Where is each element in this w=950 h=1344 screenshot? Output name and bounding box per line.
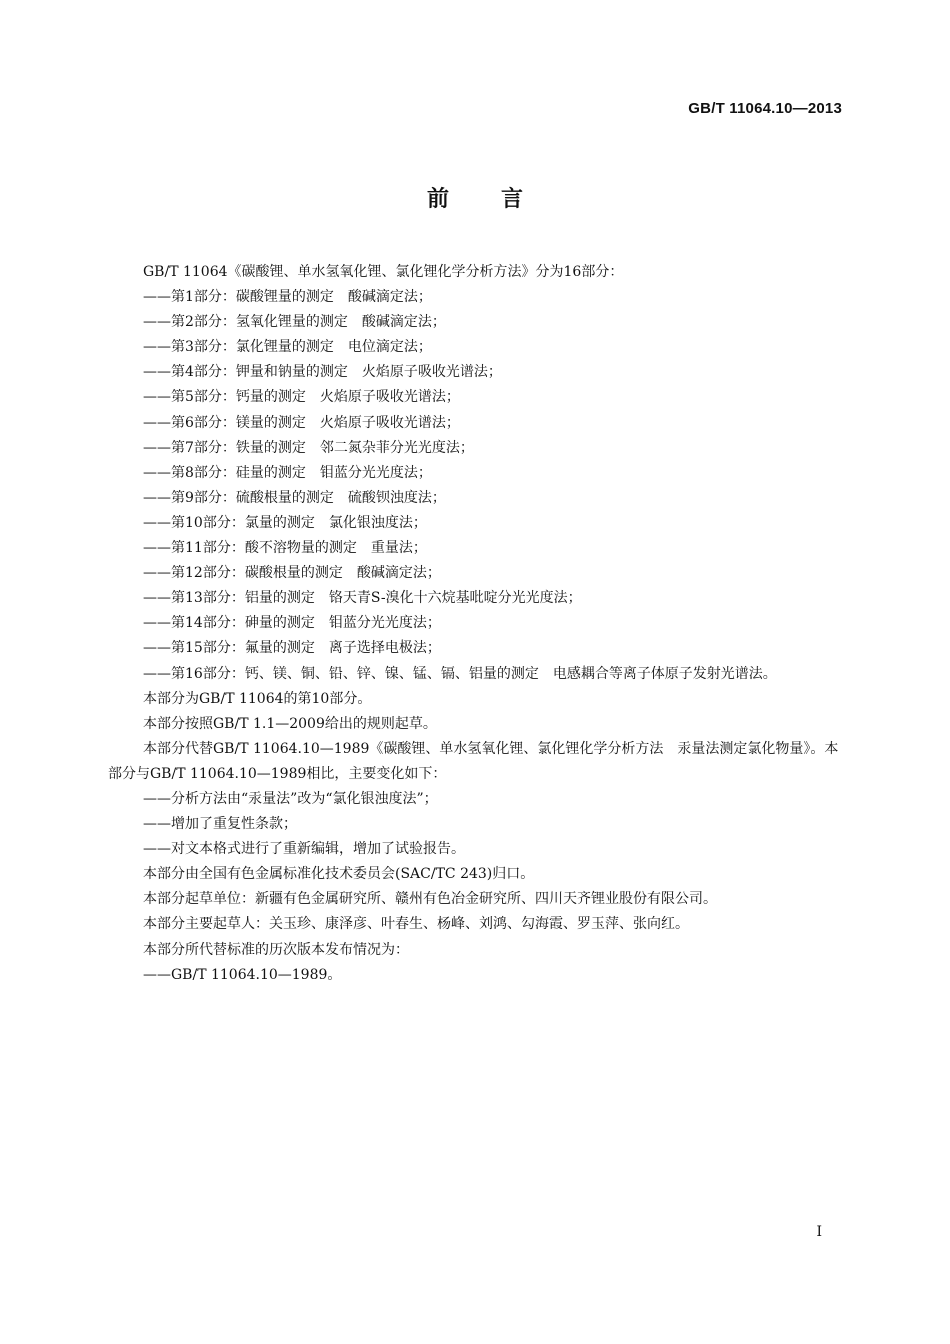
part-list-item: ——第3部分：氯化锂量的测定 电位滴定法； — [143, 339, 432, 356]
part-list-item: ——第6部分：镁量的测定 火焰原子吸收光谱法； — [143, 414, 460, 431]
part-list-item: ——第1部分：碳酸锂量的测定 酸碱滴定法； — [143, 289, 432, 306]
part-list-item: ——第16部分：钙、镁、铜、铅、锌、镍、锰、镉、铝量的测定 电感耦合等离子体原子发射光谱法。 — [143, 665, 777, 682]
part-list-item: ——第5部分：钙量的测定 火焰原子吸收光谱法； — [143, 389, 460, 406]
part-list-item: ——第13部分：铝量的测定 铬天青S-溴化十六烷基吡啶分光光度法； — [143, 590, 582, 607]
foreword-body — [108, 260, 844, 988]
drafters-paragraph: 本部分主要起草人：关玉珍、康泽彦、叶春生、杨峰、刘鸿、勾海霞、罗玉萍、张向红。 — [143, 916, 689, 933]
replaces-paragraph: 本部分代替GB/T 11064.10—1989《碳酸锂、单水氢氧化锂、氯化锂化学分析方法 汞量法测定氯化物量》。本部分与GB/T 11064.10—1989相比，主要变化如下： — [108, 740, 839, 782]
history-paragraph: 本部分所代替标准的历次版本发布情况为： — [143, 941, 409, 958]
part-list-item: ——第15部分：氟量的测定 离子选择电极法； — [143, 640, 441, 657]
drafting-rules-paragraph: 本部分按照GB/T 1.1—2009给出的规则起草。 — [143, 715, 437, 732]
committee-paragraph: 本部分由全国有色金属标准化技术委员会(SAC/TC 243)归口。 — [143, 866, 535, 883]
page-title: 前言 — [426, 187, 575, 212]
part-list-item: ——第4部分：钾量和钠量的测定 火焰原子吸收光谱法； — [143, 364, 502, 381]
part-list-item: ——第12部分：碳酸根量的测定 酸碱滴定法； — [143, 565, 441, 582]
part-list-item: ——第8部分：硅量的测定 钼蓝分光光度法； — [143, 464, 432, 481]
change-list-item: ——增加了重复性条款； — [143, 816, 297, 833]
intro-paragraph: GB/T 11064《碳酸锂、单水氢氧化锂、氯化锂化学分析方法》分为16部分： — [143, 264, 624, 280]
change-list-item: ——分析方法由“汞量法”改为“氯化银浊度法”； — [143, 790, 438, 807]
standard-code: GB/T 11064.10—2013 — [688, 100, 842, 117]
part-list-item: ——第11部分：酸不溶物量的测定 重量法； — [143, 540, 427, 557]
part-list-item: ——第7部分：铁量的测定 邻二氮杂菲分光光度法； — [143, 439, 474, 456]
part-list-item: ——第14部分：砷量的测定 钼蓝分光光度法； — [143, 615, 441, 632]
history-list-item: ——GB/T 11064.10—1989。 — [143, 966, 342, 983]
part-of-paragraph: 本部分为GB/T 11064的第10部分。 — [143, 690, 372, 707]
drafting-units-paragraph: 本部分起草单位：新疆有色金属研究所、赣州有色冶金研究所、四川天齐锂业股份有限公司。 — [143, 891, 717, 908]
part-list-item: ——第10部分：氯量的测定 氯化银浊度法； — [143, 514, 427, 531]
change-list-item: ——对文本格式进行了重新编辑，增加了试验报告。 — [143, 841, 465, 858]
part-list-item: ——第2部分：氢氧化锂量的测定 酸碱滴定法； — [143, 314, 446, 331]
page-number: I — [816, 1224, 822, 1240]
part-list-item: ——第9部分：硫酸根量的测定 硫酸钡浊度法； — [143, 489, 446, 506]
